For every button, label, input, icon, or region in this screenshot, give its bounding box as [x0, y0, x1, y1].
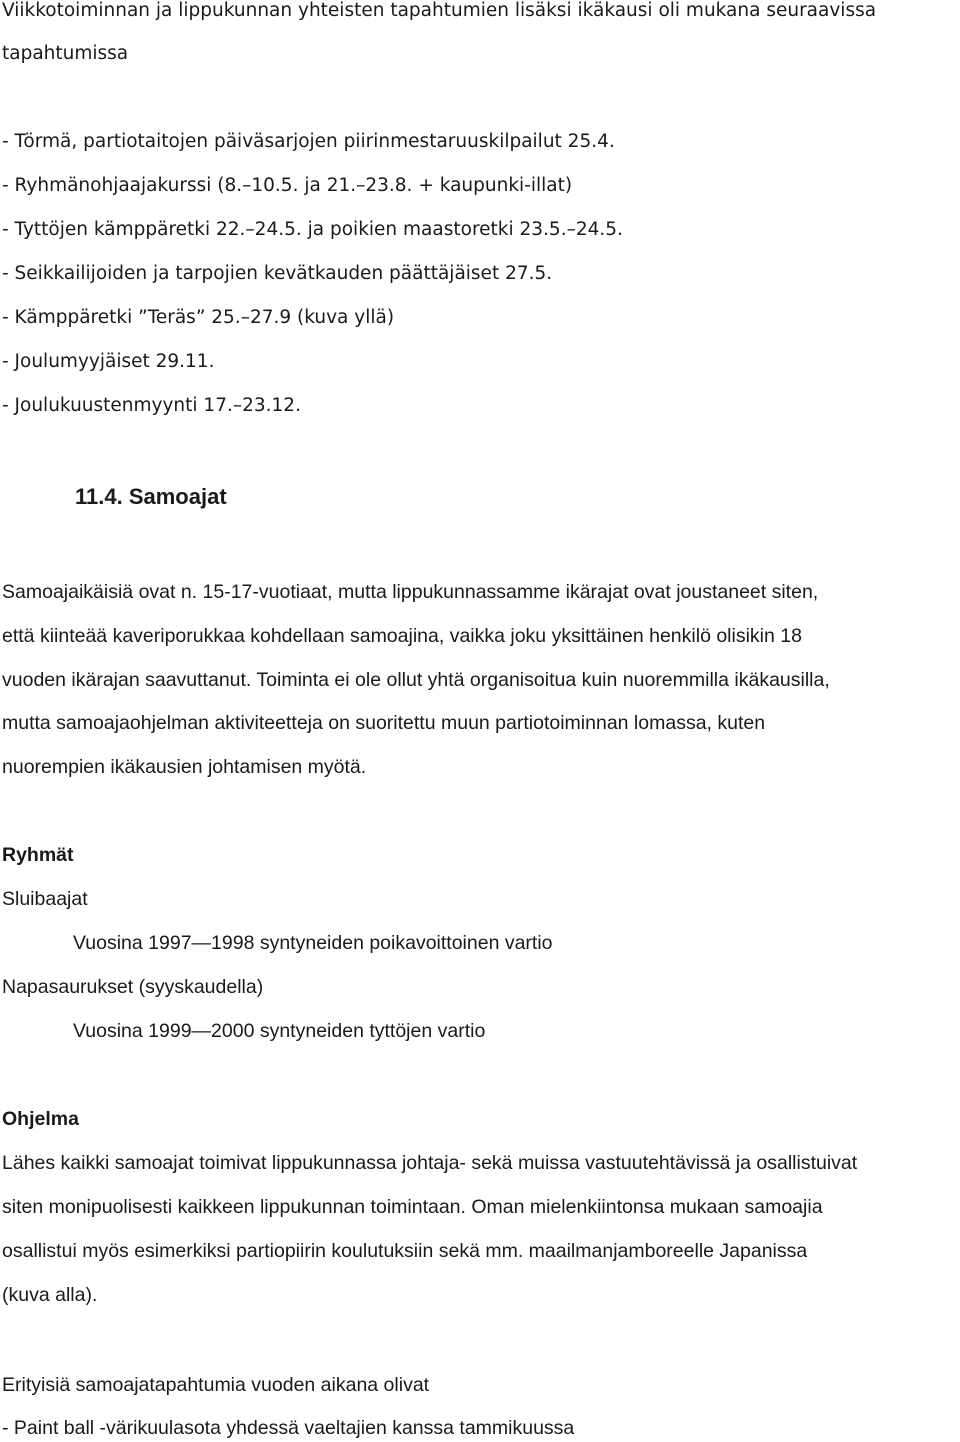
- intro-line-1: Viikkotoiminnan ja lippukunnan yhteisten tapahtumien lisäksi ikäkausi oli mukana seuraavissa: [2, 0, 877, 21]
- group-name: Napasaurukset (syyskaudella): [2, 976, 264, 998]
- list-item: - Tyttöjen kämppäretki 22.–24.5. ja poikien maastoretki 23.5.–24.5.: [2, 219, 623, 240]
- body-line: vuoden ikärajan saavuttanut. Toiminta ei ole ollut yhtä organisoitua kuin nuoremmilla ikäkausilla,: [2, 669, 830, 691]
- group-description: Vuosina 1997—1998 syntyneiden poikavoittoinen vartio: [73, 932, 553, 954]
- groups-heading: Ryhmät: [2, 844, 74, 866]
- group-name: Sluibaajat: [2, 888, 88, 910]
- program-heading: Ohjelma: [2, 1108, 79, 1130]
- section-heading: 11.4. Samoajat: [75, 484, 227, 509]
- list-item: - Kämppäretki ”Teräs” 25.–27.9 (kuva yllä): [2, 307, 395, 328]
- body-line: Samoajaikäisiä ovat n. 15-17-vuotiaat, mutta lippukunnassamme ikärajat ovat joustaneet siten,: [2, 581, 819, 603]
- body-line: osallistui myös esimerkiksi partiopiirin koulutuksiin sekä mm. maailmanjamboreelle Japanissa: [2, 1240, 808, 1262]
- list-item: - Joulukuustenmyynti 17.–23.12.: [2, 395, 301, 416]
- body-line: että kiinteää kaveriporukkaa kohdellaan samoajina, vaikka joku yksittäinen henkilö olisikin 18: [2, 625, 802, 647]
- list-item: - Ryhmänohjaajakurssi (8.–10.5. ja 21.–23.8. + kaupunki-illat): [2, 175, 573, 196]
- body-line: nuorempien ikäkausien johtamisen myötä.: [2, 756, 367, 778]
- special-events-heading: Erityisiä samoajatapahtumia vuoden aikana olivat: [2, 1374, 430, 1396]
- body-line: mutta samoajaohjelman aktiviteetteja on suoritettu muun partiotoiminnan lomassa, kuten: [2, 712, 766, 734]
- body-line: (kuva alla).: [2, 1284, 98, 1306]
- list-item: - Seikkailijoiden ja tarpojien kevätkauden päättäjäiset 27.5.: [2, 263, 553, 284]
- list-item: - Paint ball -värikuulasota yhdessä vaeltajien kanssa tammikuussa: [2, 1417, 575, 1439]
- group-description: Vuosina 1999—2000 syntyneiden tyttöjen vartio: [73, 1020, 486, 1042]
- body-line: siten monipuolisesti kaikkeen lippukunnan toimintaan. Oman mielenkiintonsa mukaan samoajia: [2, 1196, 823, 1218]
- body-line: Lähes kaikki samoajat toimivat lippukunnassa johtaja- sekä muissa vastuutehtävissä ja osallistuivat: [2, 1152, 858, 1174]
- list-item: - Törmä, partiotaitojen päiväsarjojen piirinmestaruuskilpailut 25.4.: [2, 131, 615, 152]
- list-item: - Joulumyyjäiset 29.11.: [2, 351, 215, 372]
- intro-line-2: tapahtumissa: [2, 43, 129, 64]
